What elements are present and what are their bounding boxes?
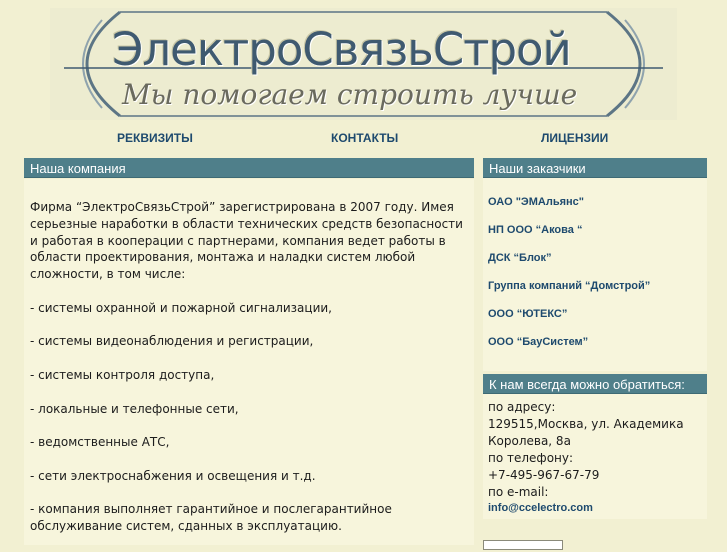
phone-number: +7-495-967-67-79 <box>488 468 600 482</box>
company-panel-header: Наша компания <box>24 158 474 178</box>
company-intro: Фирма “ЭлектроСвязьСтрой” зарегистрирована в 2007 году. Имея серьезные наработки в области технических средств безопасности и работая в кооперации с партнерами, компания ведет работы в области проектирования, монтажа и наладки систем любой сложности, в том числе: <box>30 200 463 282</box>
header-banner <box>50 8 677 120</box>
contacts-panel-header: К нам всегда можно обратиться: <box>483 374 707 394</box>
email-label: по e-mail: <box>488 485 549 499</box>
address-line: Королева, 8а <box>488 434 571 448</box>
client-link[interactable]: НП ООО “Акова “ <box>488 224 583 236</box>
service-item: - локальные и телефонные сети, <box>30 401 239 416</box>
bottom-widget[interactable] <box>483 540 563 550</box>
phone-label: по телефону: <box>488 451 574 465</box>
nav-link-contacts[interactable]: КОНТАКТЫ <box>331 131 399 145</box>
email-link[interactable]: info@ccelectro.com <box>488 502 593 514</box>
logo-slogan: Мы помогаем строить лучше <box>122 78 578 111</box>
company-description <box>30 199 470 552</box>
service-item: - сети электроснабжения и освещения и т.д. <box>30 468 316 483</box>
client-link[interactable]: ООО “ЮТЕКС” <box>488 308 568 320</box>
contacts-panel <box>483 394 707 519</box>
client-link[interactable]: Группа компаний “Домстрой” <box>488 280 651 292</box>
client-link[interactable]: ООО “БауСистем” <box>488 336 589 348</box>
nav-link-licenses[interactable]: ЛИЦЕНЗИИ <box>541 131 609 145</box>
clients-panel-header: Наши заказчики <box>483 158 707 178</box>
clients-panel <box>483 178 707 371</box>
client-link[interactable]: ДСК “Блок” <box>488 252 552 264</box>
nav-link-requisites[interactable]: РЕКВИЗИТЫ <box>117 131 193 145</box>
service-item: - системы контроля доступа, <box>30 367 215 382</box>
address-label: по адресу: <box>488 400 556 414</box>
address-line: 129515,Москва, ул. Академика <box>488 417 684 431</box>
client-link[interactable]: ОАО "ЭМАльянс" <box>488 196 584 208</box>
logo-title: ЭлектроСвязьСтрой <box>112 23 571 76</box>
service-item: - системы охранной и пожарной сигнализации, <box>30 300 332 315</box>
service-item: - системы видеонаблюдения и регистрации, <box>30 334 314 349</box>
company-panel <box>24 179 474 545</box>
service-item: - ведомственные АТС, <box>30 435 170 450</box>
service-item: - компания выполняет гарантийное и послегарантийное обслуживание систем, сданных в эксплуатацию. <box>30 502 392 534</box>
